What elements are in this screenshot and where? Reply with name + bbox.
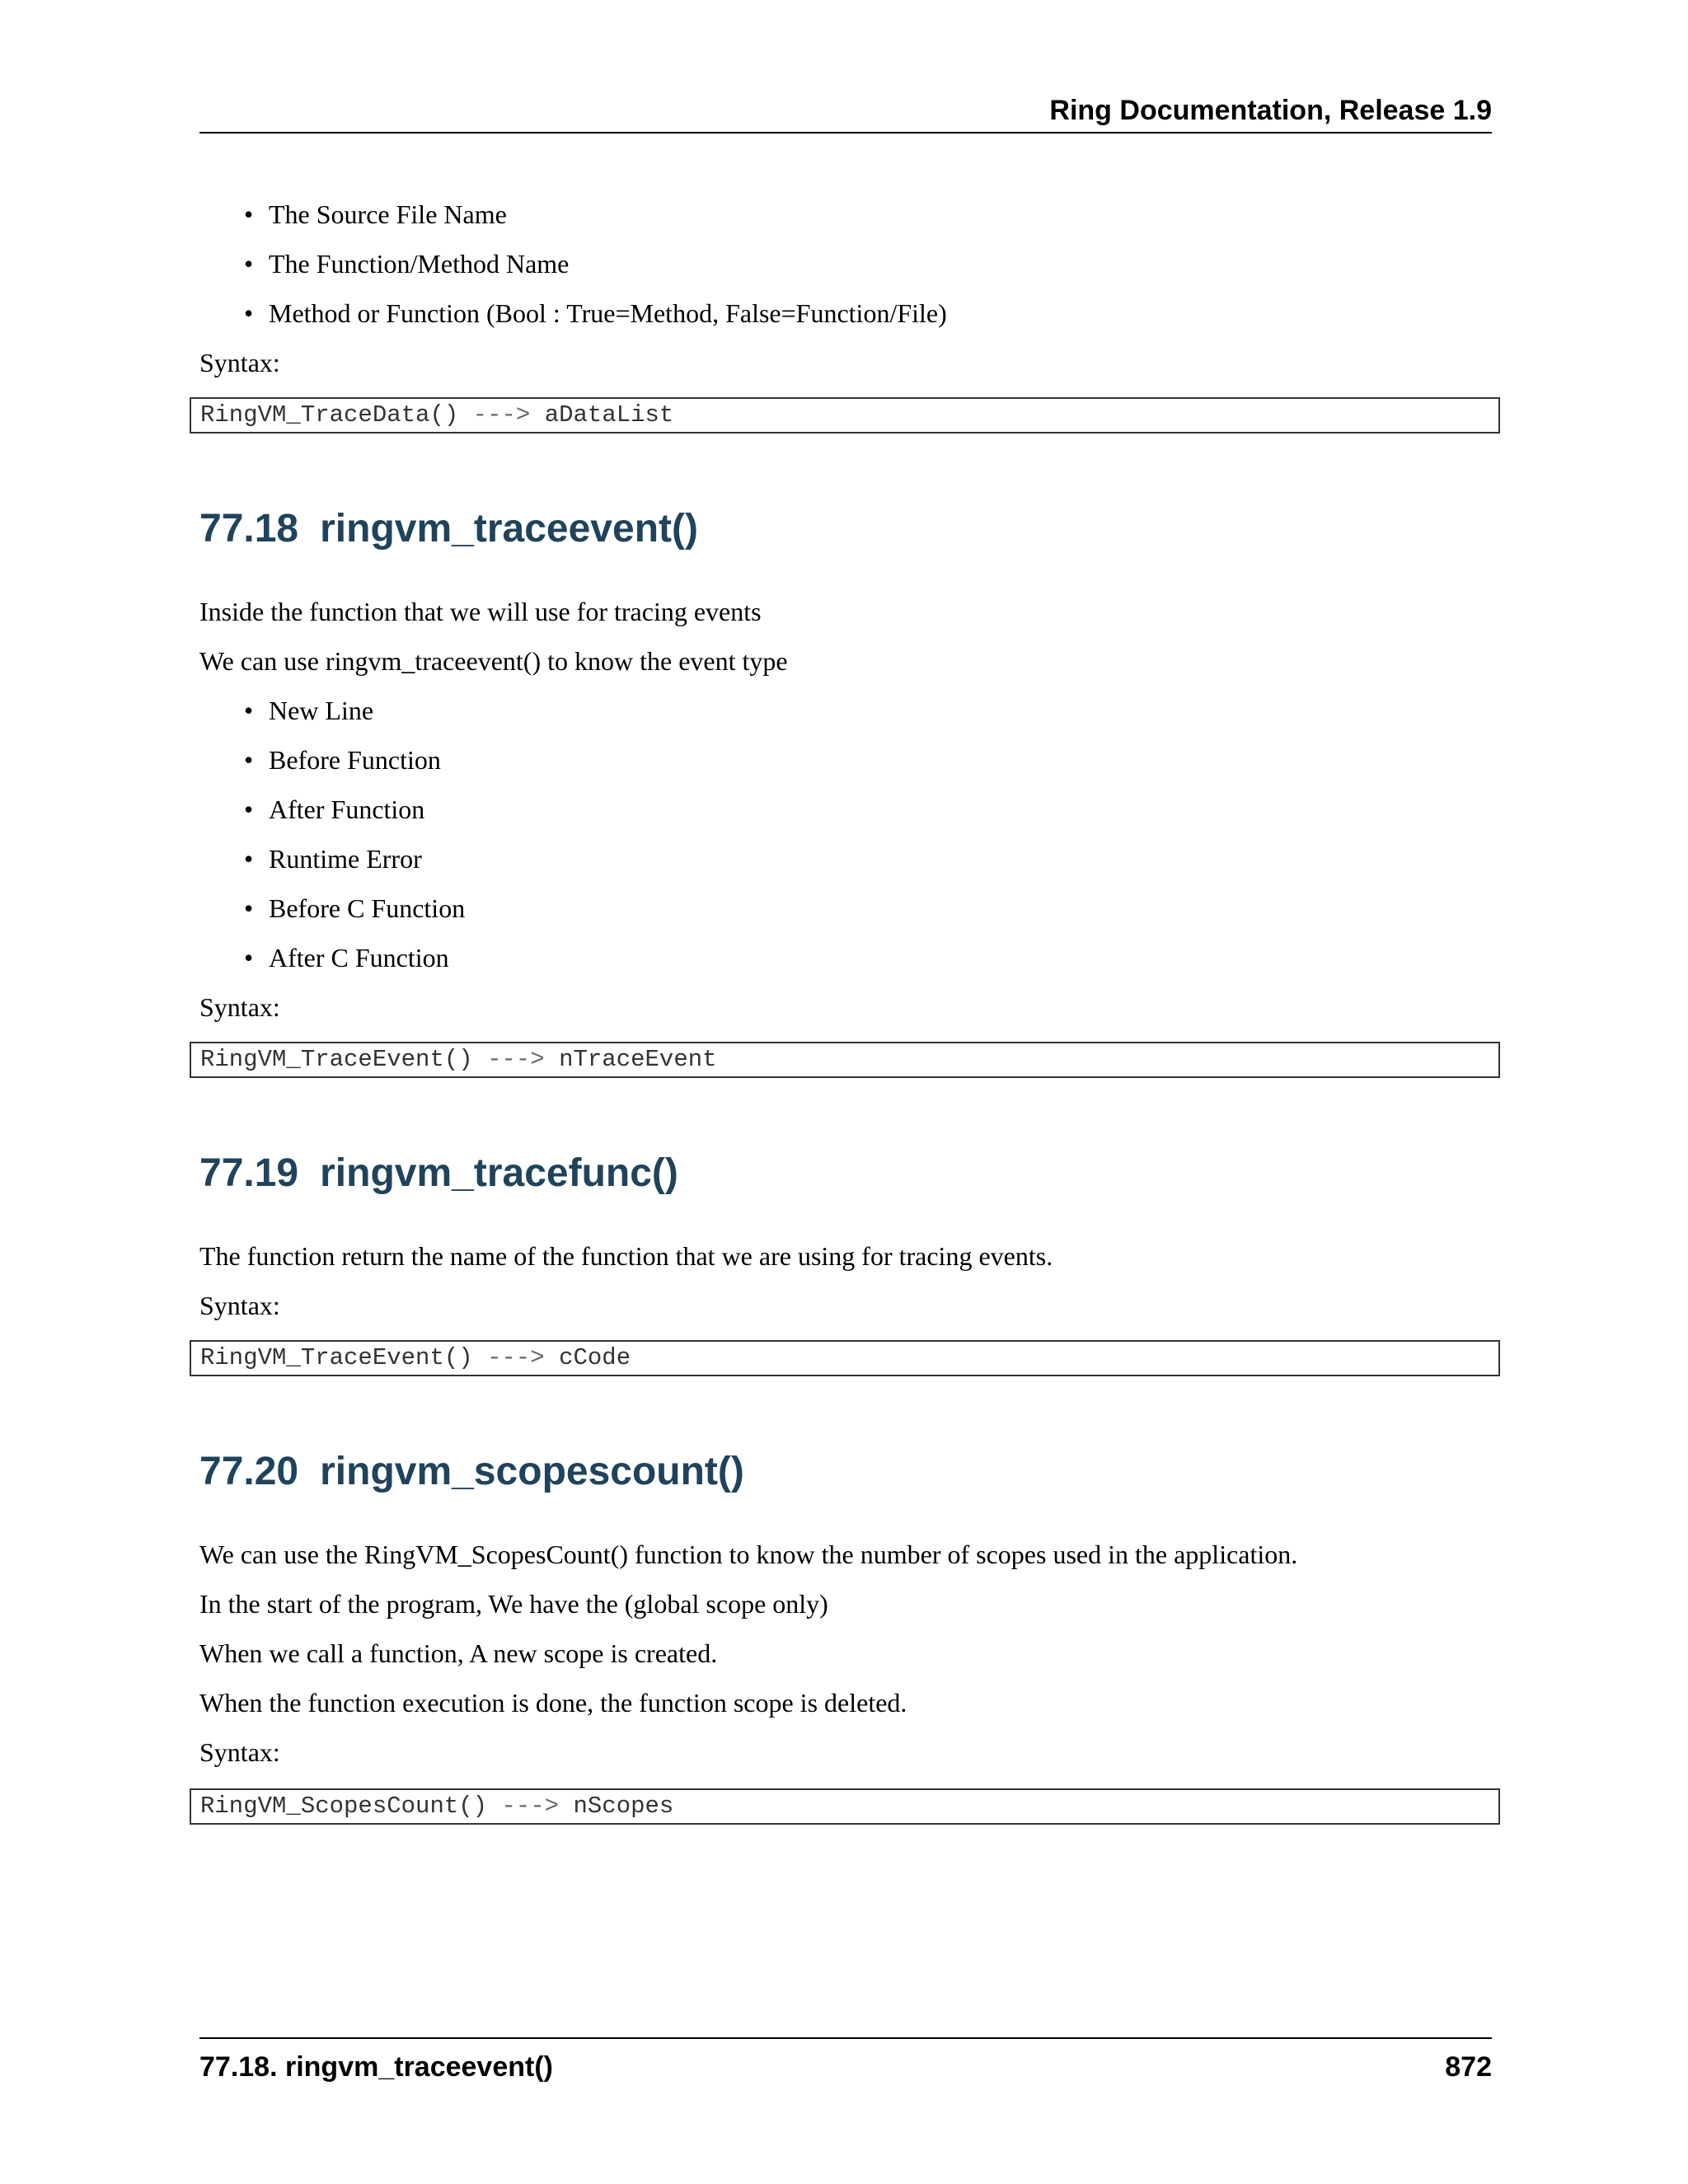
paragraph: When the function execution is done, the function scope is deleted. [199, 1688, 907, 1718]
paragraph: We can use ringvm_traceevent() to know the event type [199, 646, 788, 676]
section-title: ringvm_tracefunc() [320, 1151, 678, 1195]
paragraph: When we call a function, A new scope is created. [199, 1638, 718, 1668]
bullet-icon: • [244, 745, 254, 775]
section-number: 77.19 [199, 1151, 299, 1195]
code-result: cCode [559, 1344, 631, 1371]
code-result: nTraceEvent [559, 1046, 717, 1073]
list-item-text: Before C Function [269, 893, 466, 923]
bullet-icon: • [244, 943, 254, 972]
section-heading [199, 504, 698, 554]
code-call: RingVM_TraceEvent() [200, 1046, 473, 1073]
code-call: RingVM_ScopesCount() [200, 1793, 488, 1820]
code-block [190, 1042, 1500, 1078]
bullet-icon: • [244, 794, 254, 824]
paragraph: We can use the RingVM_ScopesCount() function to know the number of scopes used in the application. [199, 1540, 1298, 1569]
bullet-icon: • [244, 844, 254, 874]
code-call: RingVM_TraceEvent() [200, 1344, 473, 1371]
footer-section: 77.18. ringvm_traceevent() [199, 2051, 553, 2083]
paragraph: In the start of the program, We have the (global scope only) [199, 1589, 828, 1619]
page-number: 872 [1445, 2051, 1492, 2083]
section-heading [199, 1447, 744, 1497]
page-header [199, 92, 1492, 134]
list-item-text: Runtime Error [269, 844, 422, 874]
syntax-label: Syntax: [199, 992, 280, 1022]
paragraph: The function return the name of the function that we are using for tracing events. [199, 1241, 1053, 1271]
list-item-text: Method or Function (Bool : True=Method, False=Function/File) [269, 298, 947, 328]
page-footer [199, 2037, 1492, 2088]
section-number: 77.20 [199, 1450, 299, 1493]
section-title: ringvm_scopescount() [320, 1450, 744, 1493]
section-heading [199, 1149, 678, 1198]
syntax-label: Syntax: [199, 1737, 280, 1767]
code-block [190, 1788, 1500, 1825]
code-block [190, 397, 1500, 434]
code-call: RingVM_TraceData() [200, 401, 459, 429]
bullet-icon: • [244, 298, 254, 328]
header-title: Ring Documentation, Release 1.9 [1049, 95, 1492, 126]
list-item-text: After Function [269, 794, 425, 824]
list-item-text: The Function/Method Name [269, 249, 570, 279]
list-item-text: After C Function [269, 943, 449, 972]
code-arrow: ---> [501, 1793, 560, 1820]
code-arrow: ---> [472, 401, 531, 429]
syntax-label: Syntax: [199, 1291, 280, 1320]
section-number: 77.18 [199, 507, 299, 551]
code-block [190, 1340, 1500, 1376]
bullet-icon: • [244, 199, 254, 229]
bullet-icon: • [244, 696, 254, 725]
code-result: aDataList [544, 401, 674, 429]
paragraph: Inside the function that we will use for tracing events [199, 597, 762, 626]
section-title: ringvm_traceevent() [320, 507, 698, 551]
code-arrow: ---> [487, 1344, 545, 1371]
list-item-text: New Line [269, 696, 374, 725]
code-result: nScopes [573, 1793, 674, 1820]
bullet-icon: • [244, 249, 254, 279]
syntax-label: Syntax: [199, 348, 280, 377]
list-item-text: The Source File Name [269, 199, 507, 229]
bullet-icon: • [244, 893, 254, 923]
list-item-text: Before Function [269, 745, 441, 775]
code-arrow: ---> [487, 1046, 545, 1073]
